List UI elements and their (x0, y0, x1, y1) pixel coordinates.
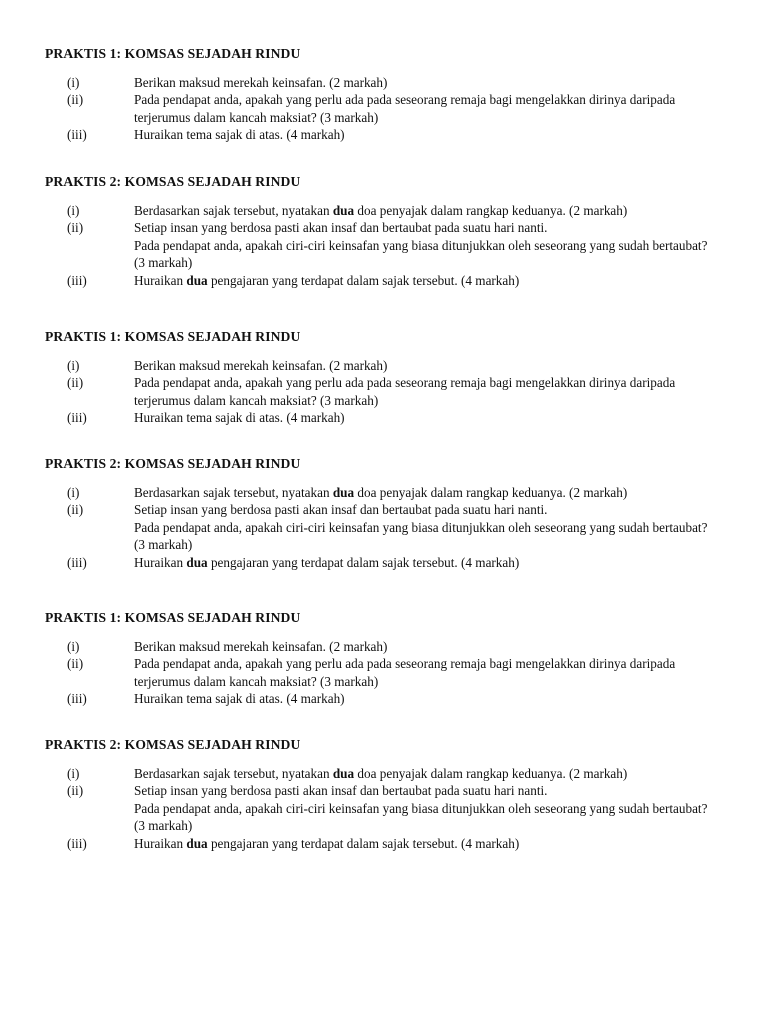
question-emphasis: dua (332, 765, 355, 781)
question-item (45, 409, 735, 427)
practice-section (45, 736, 735, 852)
section-title: PRAKTIS 1: KOMSAS SEJADAH RINDU (45, 610, 301, 625)
question-number: (ii) (67, 502, 84, 517)
question-item (45, 219, 735, 272)
question-text (134, 554, 735, 572)
question-item (45, 782, 735, 835)
practice-section (45, 609, 735, 708)
question-text-part: Berdasarkan sajak tersebut, nyatakan (134, 202, 333, 218)
question-item (45, 126, 735, 144)
question-item (45, 484, 735, 502)
question-item (45, 765, 735, 783)
question-text (134, 202, 735, 220)
question-text: Pada pendapat anda, apakah yang perlu ada pada seseorang remaja bagi mengelakkan dirinya daripada (134, 92, 676, 107)
practice-section (45, 173, 735, 289)
question-number: (i) (67, 638, 80, 654)
practice-section (45, 328, 735, 427)
question-item (45, 638, 735, 656)
question-text-part: Huraikan (134, 272, 187, 288)
question-text: Pada pendapat anda, apakah yang perlu ada pada seseorang remaja bagi mengelakkan dirinya daripada (134, 375, 676, 390)
question-number: (iii) (67, 272, 87, 288)
question-text: Huraikan tema sajak di atas. (4 markah) (134, 410, 345, 425)
question-text-part: pengajaran yang terdapat dalam sajak tersebut. (4 markah) (207, 835, 520, 851)
question-number: (i) (67, 202, 80, 218)
question-text: Berikan maksud merekah keinsafan. (2 markah) (134, 74, 388, 90)
practice-section (45, 455, 735, 571)
question-item (45, 272, 735, 290)
question-text: terjerumus dalam kancah maksiat? (3 markah) (134, 673, 379, 689)
practice-section (45, 45, 735, 144)
section-title: PRAKTIS 2: KOMSAS SEJADAH RINDU (45, 174, 301, 189)
question-item (45, 835, 735, 853)
question-item (45, 374, 735, 409)
question-text-part: pengajaran yang terdapat dalam sajak tersebut. (4 markah) (207, 554, 520, 570)
question-text-part: doa penyajak dalam rangkap keduanya. (2 markah) (354, 765, 628, 781)
question-item (45, 554, 735, 572)
question-text: Huraikan tema sajak di atas. (4 markah) (134, 691, 345, 706)
question-text (134, 484, 735, 502)
question-text (134, 272, 735, 290)
question-text: Setiap insan yang berdosa pasti akan insaf dan bertaubat pada suatu hari nanti. (134, 220, 548, 235)
question-text-part: doa penyajak dalam rangkap keduanya. (2 markah) (354, 484, 628, 500)
question-text (134, 835, 735, 853)
question-emphasis: dua (186, 835, 208, 851)
question-text: Berikan maksud merekah keinsafan. (2 markah) (134, 638, 388, 654)
question-text: Setiap insan yang berdosa pasti akan insaf dan bertaubat pada suatu hari nanti. (134, 502, 548, 517)
question-number: (iii) (67, 554, 87, 570)
question-text: Pada pendapat anda, apakah ciri-ciri keinsafan yang biasa ditunjukkan oleh seseorang yang sudah bertaubat? (134, 237, 708, 253)
section-title: PRAKTIS 1: KOMSAS SEJADAH RINDU (45, 46, 301, 61)
question-text-part: Huraikan (134, 835, 187, 851)
question-number: (ii) (67, 220, 84, 235)
question-item (45, 74, 735, 92)
question-emphasis: dua (186, 554, 208, 570)
question-item (45, 655, 735, 690)
question-emphasis: dua (332, 484, 355, 500)
question-text (134, 765, 735, 783)
question-number: (i) (67, 765, 80, 781)
section-title: PRAKTIS 2: KOMSAS SEJADAH RINDU (45, 456, 301, 471)
question-number: (iii) (67, 691, 87, 706)
question-text-part: Berdasarkan sajak tersebut, nyatakan (134, 484, 333, 500)
question-text-part: doa penyajak dalam rangkap keduanya. (2 markah) (354, 202, 628, 218)
question-item (45, 690, 735, 708)
question-number: (i) (67, 484, 80, 500)
question-item (45, 357, 735, 375)
question-emphasis: dua (332, 202, 355, 218)
section-title: PRAKTIS 1: KOMSAS SEJADAH RINDU (45, 329, 301, 344)
question-text: Huraikan tema sajak di atas. (4 markah) (134, 127, 345, 142)
question-text-part: pengajaran yang terdapat dalam sajak tersebut. (4 markah) (207, 272, 520, 288)
question-text: (3 markah) (134, 537, 193, 552)
question-text: Pada pendapat anda, apakah yang perlu ada pada seseorang remaja bagi mengelakkan dirinya daripada (134, 656, 676, 671)
question-text-part: Berdasarkan sajak tersebut, nyatakan (134, 765, 333, 781)
question-text: (3 markah) (134, 818, 193, 833)
question-number: (iii) (67, 127, 87, 142)
question-text: terjerumus dalam kancah maksiat? (3 markah) (134, 109, 379, 125)
question-text: Pada pendapat anda, apakah ciri-ciri keinsafan yang biasa ditunjukkan oleh seseorang yang sudah bertaubat? (134, 519, 708, 535)
question-text: (3 markah) (134, 255, 193, 270)
question-number: (iii) (67, 410, 87, 425)
question-text: Berikan maksud merekah keinsafan. (2 markah) (134, 357, 388, 373)
question-number: (ii) (67, 375, 84, 390)
question-text-part: Huraikan (134, 554, 187, 570)
question-item (45, 91, 735, 126)
question-item (45, 501, 735, 554)
question-text: terjerumus dalam kancah maksiat? (3 markah) (134, 392, 379, 408)
question-text: Setiap insan yang berdosa pasti akan insaf dan bertaubat pada suatu hari nanti. (134, 783, 548, 798)
question-emphasis: dua (186, 272, 208, 288)
question-number: (i) (67, 357, 80, 373)
question-number: (iii) (67, 835, 87, 851)
section-title: PRAKTIS 2: KOMSAS SEJADAH RINDU (45, 737, 301, 752)
question-number: (ii) (67, 783, 84, 798)
question-item (45, 202, 735, 220)
question-number: (ii) (67, 656, 84, 671)
question-number: (ii) (67, 92, 84, 107)
question-text: Pada pendapat anda, apakah ciri-ciri keinsafan yang biasa ditunjukkan oleh seseorang yang sudah bertaubat? (134, 800, 708, 816)
question-number: (i) (67, 74, 80, 90)
